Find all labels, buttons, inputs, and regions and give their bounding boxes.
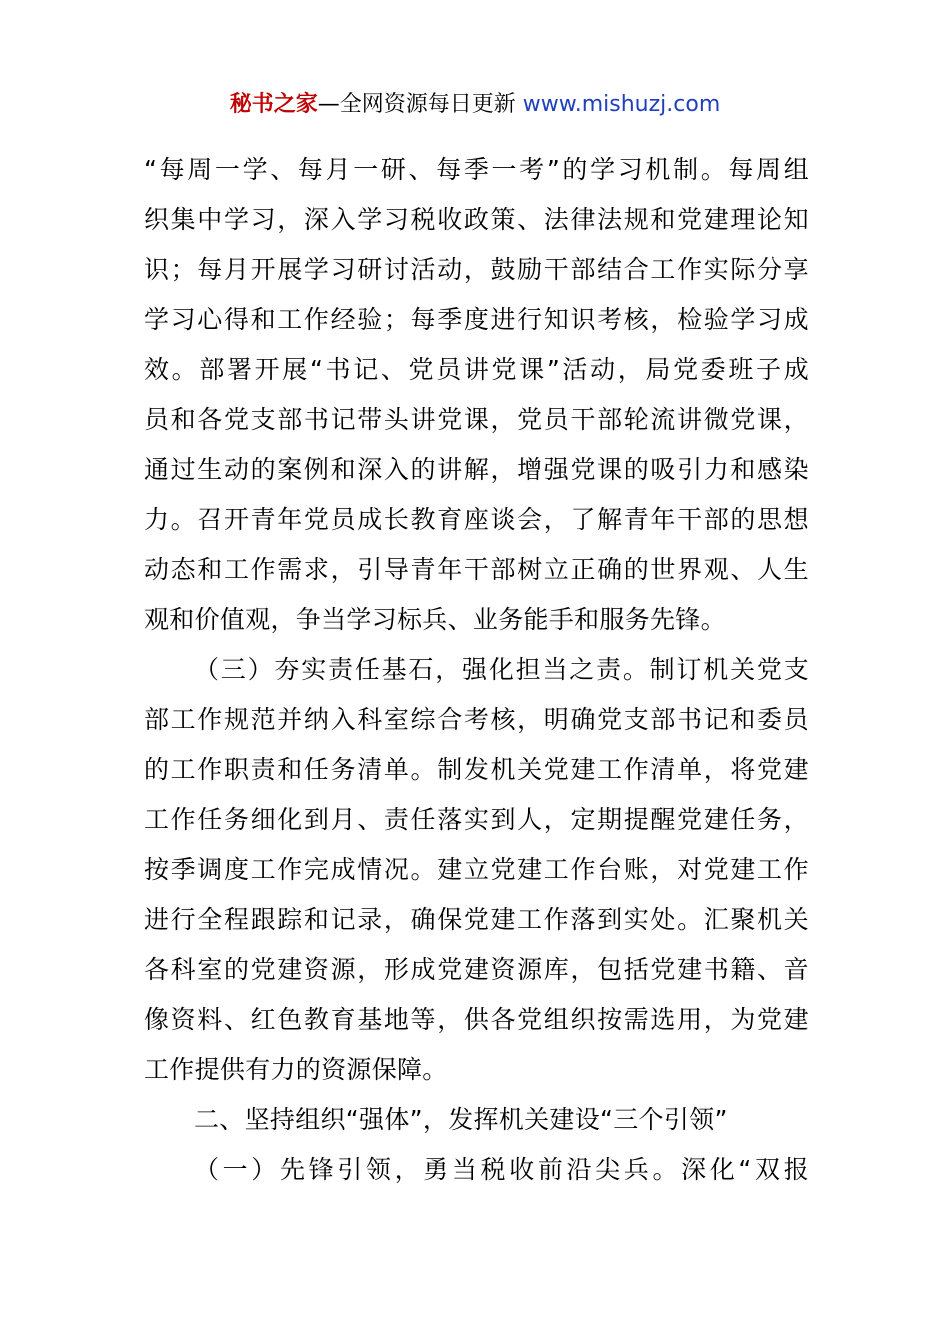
paragraph-line: 各科室的党建资源，形成党建资源库，包括党建书籍、音 (144, 955, 809, 984)
paragraph-line: 通过生动的案例和深入的讲解，增强党课的吸引力和感染 (144, 455, 809, 484)
paragraph-line: 力。召开青年党员成长教育座谈会，了解青年干部的思想 (144, 505, 809, 534)
paragraph-line: 员和各党支部书记带头讲党课，党员干部轮流讲微党课， (144, 405, 809, 434)
document-body (144, 145, 809, 1195)
paragraph-line: 织集中学习，深入学习税收政策、法律法规和党建理论知 (144, 205, 809, 234)
section-heading-1: （一）先锋引领，勇当税收前沿尖兵。深化“双报 (194, 1155, 809, 1184)
page-header (0, 88, 950, 122)
paragraph-line: 的工作职责和任务清单。制发机关党建工作清单，将党建 (144, 755, 809, 784)
brand-name: 秘书之家 (229, 92, 318, 117)
paragraph-line: 动态和工作需求，引导青年干部树立正确的世界观、人生 (144, 555, 809, 584)
paragraph-line: 观和价值观，争当学习标兵、业务能手和服务先锋。 (144, 605, 726, 634)
paragraph-line: 学习心得和工作经验；每季度进行知识考核，检验学习成 (144, 305, 809, 334)
section-heading-3: （三）夯实责任基石，强化担当之责。制订机关党支 (194, 655, 809, 684)
paragraph-line: 识；每月开展学习研讨活动，鼓励干部结合工作实际分享 (144, 255, 809, 284)
header-tagline: —全网资源每日更新 (317, 92, 516, 117)
paragraph-line: 像资料、红色教育基地等，供各党组织按需选用，为党建 (144, 1005, 809, 1034)
paragraph-line: 按季调度工作完成情况。建立党建工作台账，对党建工作 (144, 855, 809, 884)
paragraph-line: 进行全程跟踪和记录，确保党建工作落到实处。汇聚机关 (144, 905, 809, 934)
paragraph-line: 工作任务细化到月、责任落实到人，定期提醒党建任务， (144, 805, 809, 834)
paragraph-line: “每周一学、每月一研、每季一考”的学习机制。每周组 (144, 155, 809, 184)
paragraph-line: 效。部署开展“书记、党员讲党课”活动，局党委班子成 (144, 355, 809, 384)
section-heading-2: 二、坚持组织“强体”，发挥机关建设“三个引领” (194, 1105, 728, 1134)
paragraph-line: 部工作规范并纳入科室综合考核，明确党支部书记和委员 (144, 705, 809, 734)
site-url-link[interactable]: www.mishuzj.com (522, 92, 721, 117)
paragraph-line: 工作提供有力的资源保障。 (144, 1055, 448, 1084)
